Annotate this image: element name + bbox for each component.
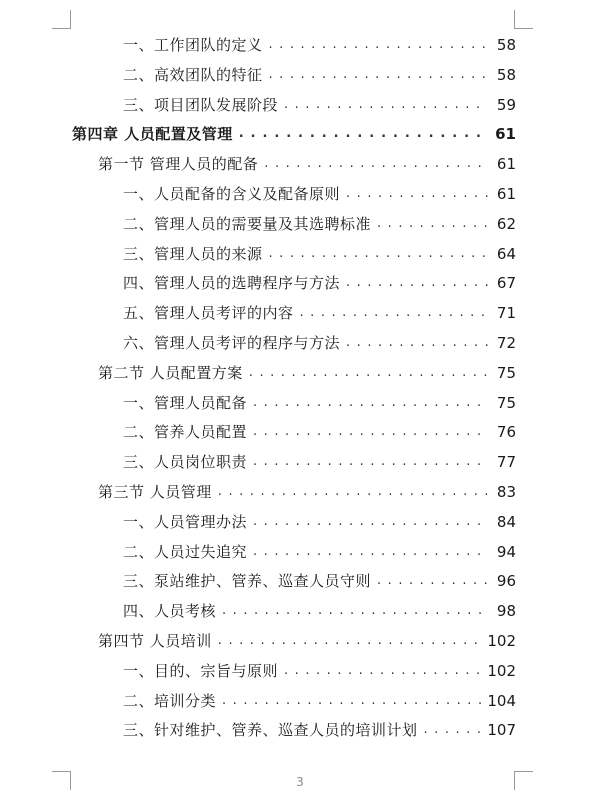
toc-entry-title: 一、工作团队的定义 [123, 36, 263, 54]
toc-dot-leader [253, 447, 488, 477]
toc-dot-leader [424, 715, 482, 745]
toc-dot-leader [269, 60, 488, 90]
toc-entry-page-number: 64 [496, 244, 516, 263]
toc-entry-title: 一、人员管理办法 [123, 512, 248, 531]
toc-dot-leader [377, 209, 488, 239]
toc-dot-leader [222, 686, 481, 716]
toc-entry-title: 二、人员过失追究 [123, 542, 248, 561]
toc-dot-leader [284, 90, 488, 120]
toc-dot-leader [377, 566, 488, 596]
toc-entry-title: 一、管理人员配备 [123, 393, 248, 412]
toc-dot-leader [346, 268, 488, 298]
toc-entry-page-number: 94 [496, 542, 516, 561]
toc-entry-item[interactable] [123, 596, 516, 626]
toc-entry-title: 一、目的、宗旨与原则 [123, 661, 279, 680]
toc-entry-item[interactable] [123, 30, 516, 60]
toc-dot-leader [218, 626, 482, 656]
toc-dot-leader [269, 30, 488, 60]
toc-entry-page-number: 75 [496, 363, 516, 382]
toc-entry-item[interactable] [123, 209, 516, 239]
toc-entry-item[interactable] [123, 239, 516, 269]
toc-entry-item[interactable] [123, 656, 516, 686]
toc-entry-title: 第二节 人员配置方案 [98, 363, 243, 382]
page-number: 3 [296, 775, 304, 789]
toc-entry-title: 五、管理人员考评的内容 [123, 304, 294, 323]
toc-entry-item[interactable] [123, 90, 516, 120]
toc-entry-item[interactable] [123, 715, 516, 745]
toc-entry-page-number: 104 [487, 691, 516, 710]
toc-entry-page-number: 71 [496, 304, 516, 323]
toc-entry-page-number: 72 [496, 334, 516, 352]
toc-dot-leader [249, 358, 488, 388]
toc-entry-page-number: 84 [496, 512, 516, 531]
toc-entry-title: 二、高效团队的特征 [123, 65, 263, 84]
toc-dot-leader [269, 239, 488, 269]
toc-entry-page-number: 76 [496, 423, 516, 442]
toc-entry-item[interactable] [123, 179, 516, 209]
toc-entry-title: 第四章 人员配置及管理 [72, 125, 233, 144]
toc-entry-page-number: 98 [496, 602, 516, 621]
toc-entry-chapter[interactable] [72, 119, 516, 149]
page-corner-mark-top-left [52, 10, 71, 29]
toc-dot-leader [253, 388, 488, 418]
toc-entry-title: 三、管理人员的来源 [123, 244, 263, 263]
toc-entry-section[interactable] [98, 358, 516, 388]
toc-dot-leader [346, 179, 488, 209]
toc-entry-title: 三、针对维护、管养、巡查人员的培训计划 [123, 721, 418, 740]
toc-entry-page-number: 102 [487, 661, 516, 680]
toc-entry-page-number: 61 [496, 155, 516, 174]
toc-entry-item[interactable] [123, 328, 516, 358]
toc-entry-item[interactable] [123, 686, 516, 716]
toc-entry-title: 六、管理人员考评的程序与方法 [123, 334, 341, 352]
toc-entry-section[interactable] [98, 477, 516, 507]
toc-entry-page-number: 77 [496, 453, 516, 472]
toc-entry-title: 一、人员配备的含义及配备原则 [123, 185, 341, 203]
toc-dot-leader [218, 477, 488, 507]
toc-entry-page-number: 61 [495, 125, 516, 144]
toc-dot-leader [300, 298, 488, 328]
toc-entry-page-number: 58 [496, 36, 516, 54]
toc-entry-title: 四、人员考核 [123, 602, 217, 621]
toc-entry-item[interactable] [123, 388, 516, 418]
toc-entry-title: 三、人员岗位职责 [123, 453, 248, 472]
toc-entry-title: 四、管理人员的选聘程序与方法 [123, 274, 341, 293]
toc-entry-title: 三、项目团队发展阶段 [123, 95, 279, 114]
toc-entry-title: 三、泵站维护、管养、巡查人员守则 [123, 572, 372, 591]
toc-entry-item[interactable] [123, 60, 516, 90]
toc-entry-page-number: 102 [487, 632, 516, 650]
toc-entry-title: 第一节 管理人员的配备 [98, 155, 259, 174]
toc-dot-leader [239, 119, 488, 149]
toc-dot-leader [253, 507, 488, 537]
toc-entry-page-number: 62 [496, 214, 516, 233]
toc-entry-item[interactable] [123, 537, 516, 567]
page-corner-mark-top-right [514, 10, 533, 29]
toc-entry-item[interactable] [123, 447, 516, 477]
toc-dot-leader [346, 328, 488, 358]
toc-entry-page-number: 67 [496, 274, 516, 293]
toc-entry-section[interactable] [98, 626, 516, 656]
toc-entry-page-number: 96 [496, 572, 516, 591]
toc-dot-leader [264, 149, 488, 179]
toc-entry-item[interactable] [123, 268, 516, 298]
toc-entry-item[interactable] [123, 298, 516, 328]
toc-dot-leader [222, 596, 488, 626]
toc-entry-item[interactable] [123, 507, 516, 537]
toc-entry-page-number: 107 [487, 721, 516, 740]
toc-entry-page-number: 75 [496, 393, 516, 412]
toc-entry-title: 二、培训分类 [123, 691, 217, 710]
toc-entry-title: 二、管理人员的需要量及其选聘标准 [123, 214, 372, 233]
toc-entry-title: 第三节 人员管理 [98, 483, 212, 501]
toc-dot-leader [284, 656, 481, 686]
toc-entry-page-number: 61 [496, 185, 516, 203]
toc-entry-page-number: 58 [496, 65, 516, 84]
toc-dot-leader [253, 537, 488, 567]
toc-entry-item[interactable] [123, 566, 516, 596]
toc-entry-title: 第四节 人员培训 [98, 632, 212, 650]
toc-entry-page-number: 59 [496, 95, 516, 114]
toc-entry-section[interactable] [98, 149, 516, 179]
toc-dot-leader [253, 417, 488, 447]
toc-entry-title: 二、管养人员配置 [123, 423, 248, 442]
toc-entry-item[interactable] [123, 417, 516, 447]
toc-entry-page-number: 83 [496, 483, 516, 501]
